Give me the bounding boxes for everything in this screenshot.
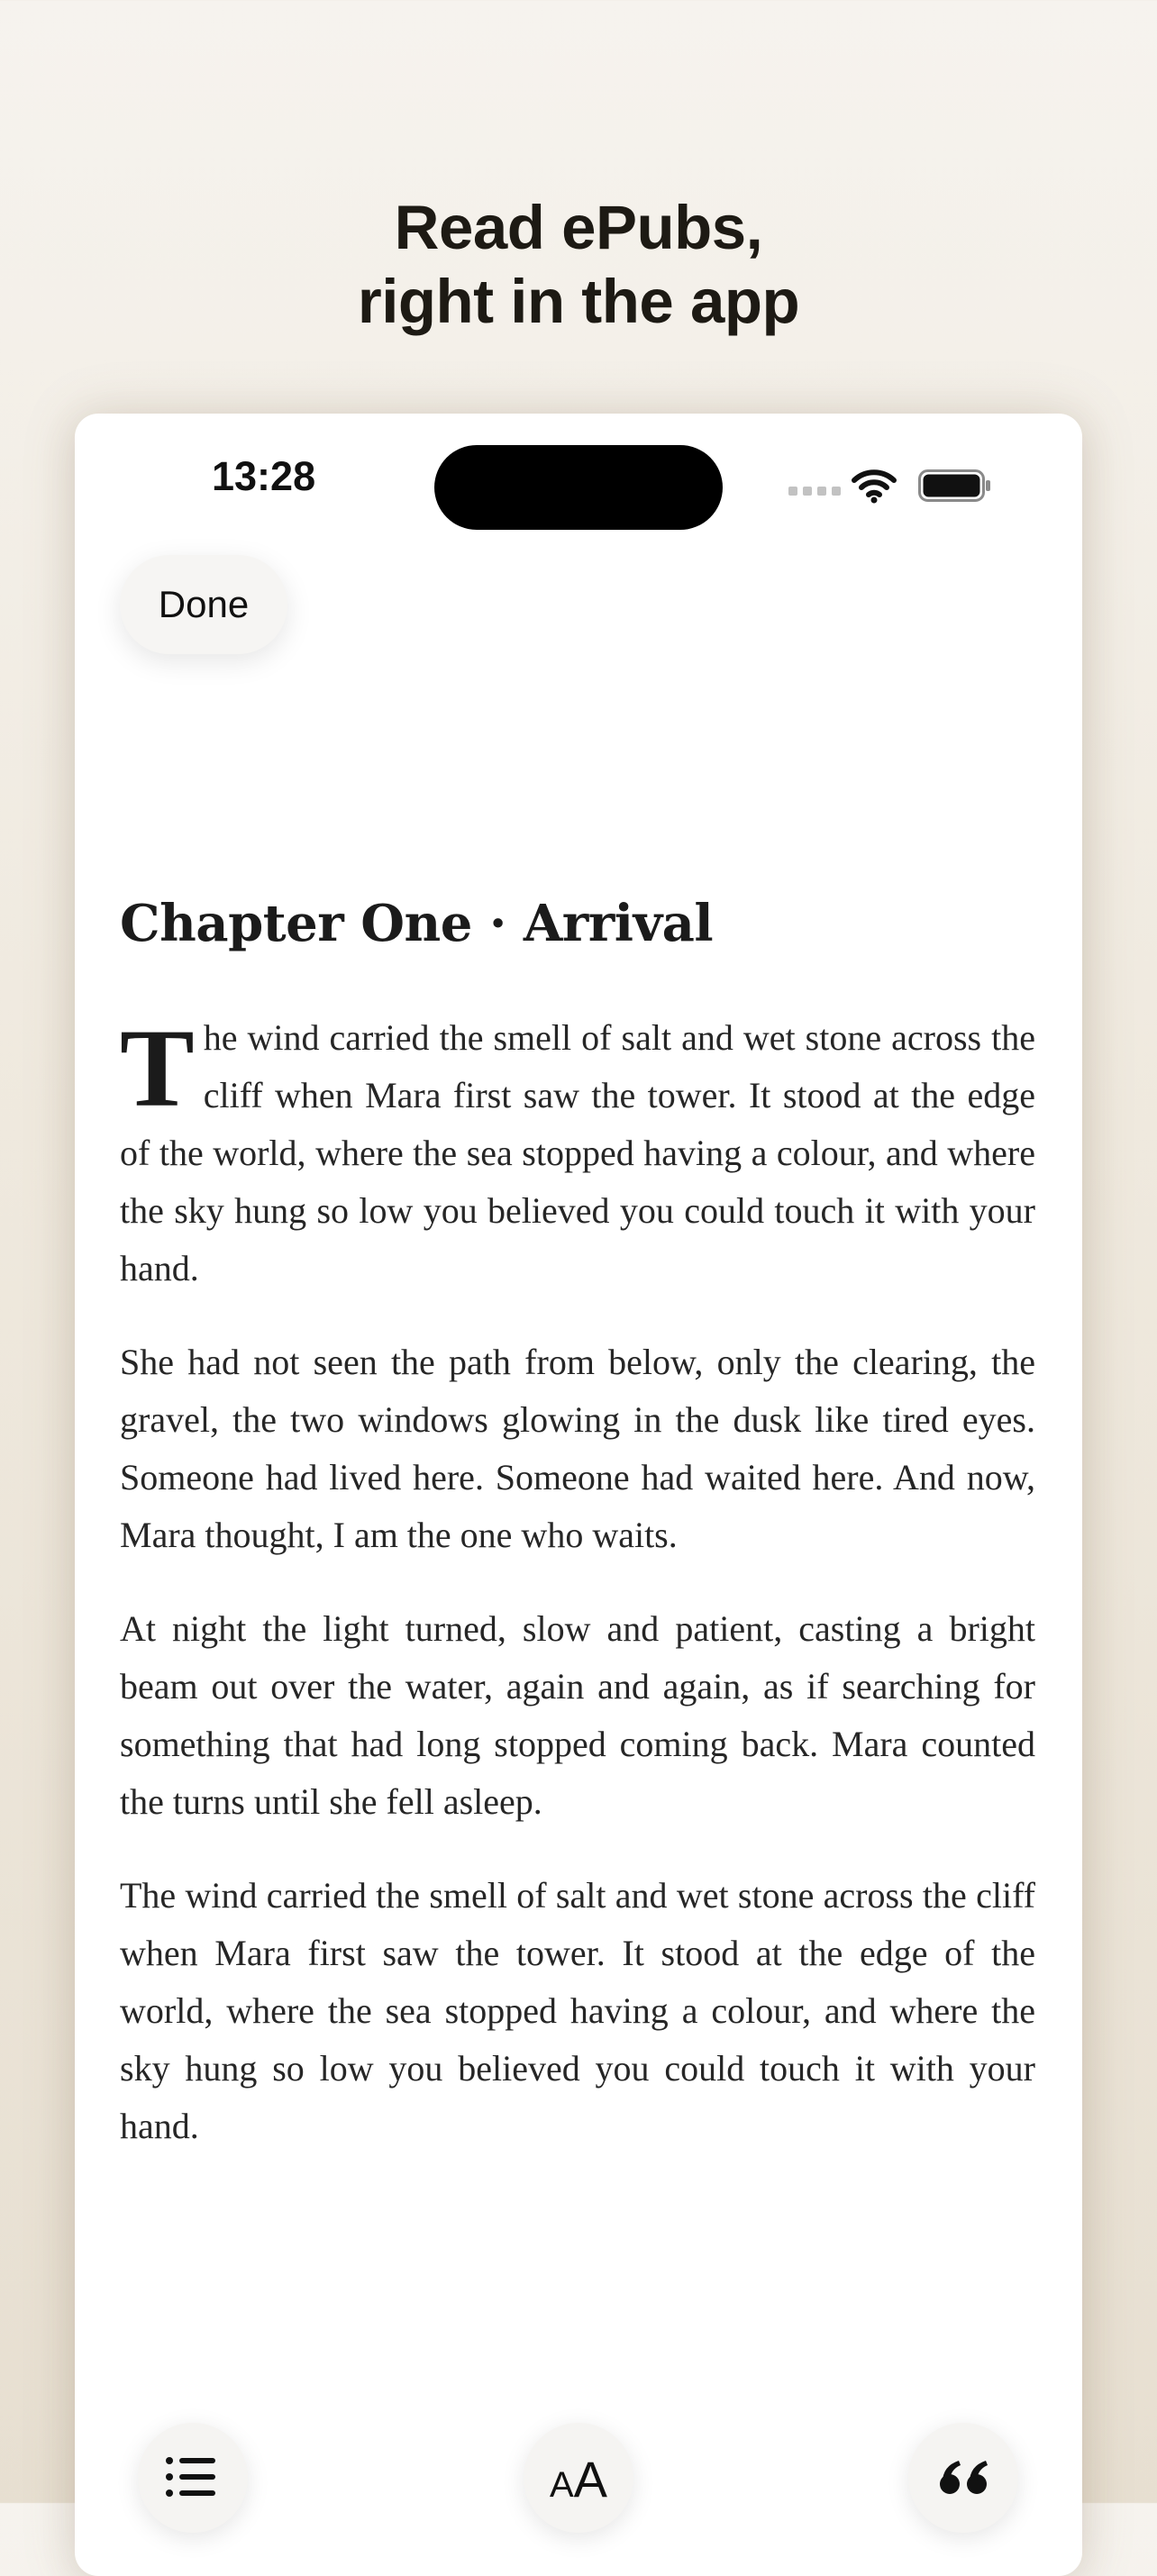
dynamic-island [434, 445, 723, 530]
paragraph: She had not seen the path from below, only the clearing, the gravel, the two windows glowing in the dusk like tired eyes. Someone had lived here. Someone had waited here. And now, Mara thought, I am the one who waits. [120, 1342, 1035, 1555]
cellular-signal-icon [788, 487, 841, 497]
paragraph: At night the light turned, slow and patient, casting a bright beam out over the water, again and again, as if searching for something that had long stopped coming back. Mara counted the turns until she fell asleep. [120, 1608, 1035, 1822]
status-time: 13:28 [212, 453, 316, 499]
battery-icon [918, 469, 992, 502]
headline-line-2: right in the app [357, 267, 800, 336]
wifi-icon [852, 468, 897, 504]
promo-headline [0, 191, 1157, 339]
paragraph-text: he wind carried the smell of salt and wet stone across the cliff when Mara first saw the tower. It stood at the edge of the world, where the sea stopped having a colour, and where the sky hung so low you believed you could touch it with your hand. [120, 1017, 1035, 1288]
quote-icon [908, 2450, 1018, 2504]
headline-line-1: Read ePubs, [394, 193, 763, 262]
paragraph [120, 1006, 1035, 1297]
chapter-title: Chapter One · Arrival [120, 894, 714, 953]
font-small-glyph: A [549, 2465, 574, 2505]
table-of-contents-button[interactable] [138, 2423, 248, 2533]
done-button[interactable]: Done [120, 555, 287, 654]
reading-text [120, 1006, 1035, 2191]
font-large-glyph: A [573, 2451, 608, 2508]
text-size-icon [524, 2450, 633, 2508]
paragraph: The wind carried the smell of salt and wet stone across the cliff when Mara first saw the tower. It stood at the edge of the world, where the sea stopped having a colour, and where the sky hung so low you believed you could touch it with your hand. [120, 1875, 1035, 2146]
text-settings-button[interactable] [524, 2423, 633, 2533]
quotes-button[interactable] [908, 2423, 1018, 2533]
drop-cap: T [120, 1006, 195, 1130]
list-icon [138, 2450, 248, 2504]
phone-screen [75, 414, 1082, 2576]
